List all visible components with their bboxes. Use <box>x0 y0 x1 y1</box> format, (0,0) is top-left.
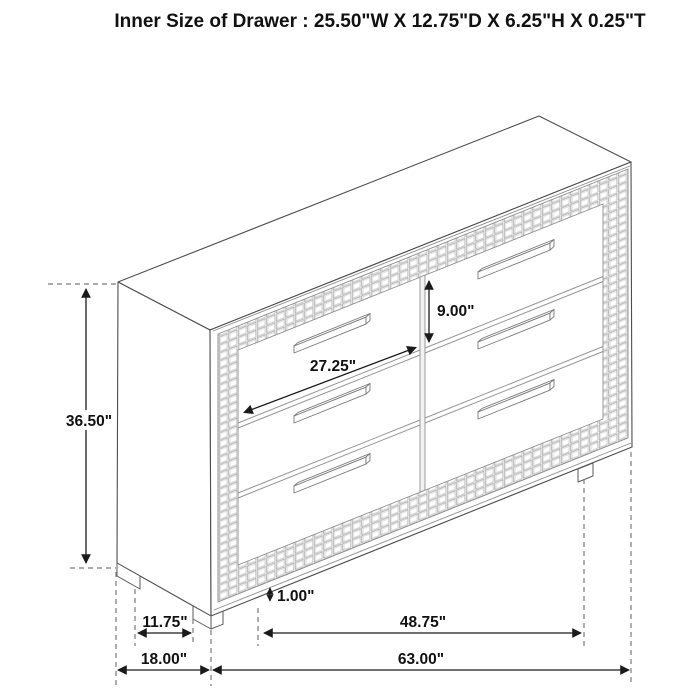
label-overall-depth: 18.00" <box>140 651 188 668</box>
label-foot-span: 48.75" <box>399 614 447 631</box>
dimension-foot-inset <box>138 614 191 633</box>
label-overall-height: 36.50" <box>65 413 113 430</box>
dimension-overall-height <box>61 289 116 563</box>
dimension-foot-span <box>264 614 581 633</box>
dimension-overall-width <box>213 651 629 670</box>
dimension-foot-height <box>270 588 315 605</box>
label-overall-width: 63.00" <box>397 651 445 668</box>
page-title: Inner Size of Drawer : 25.50"W X 12.75"D X 6.25"H X 0.25"T <box>114 11 646 32</box>
dimension-overall-depth <box>118 651 209 670</box>
label-drawer-height: 9.00" <box>437 303 475 320</box>
center-divider <box>420 275 425 492</box>
label-foot-height: 1.00" <box>277 588 315 605</box>
label-foot-inset: 11.75" <box>142 614 188 631</box>
cabinet-left-side <box>117 282 211 616</box>
label-drawer-width: 27.25" <box>309 358 357 375</box>
